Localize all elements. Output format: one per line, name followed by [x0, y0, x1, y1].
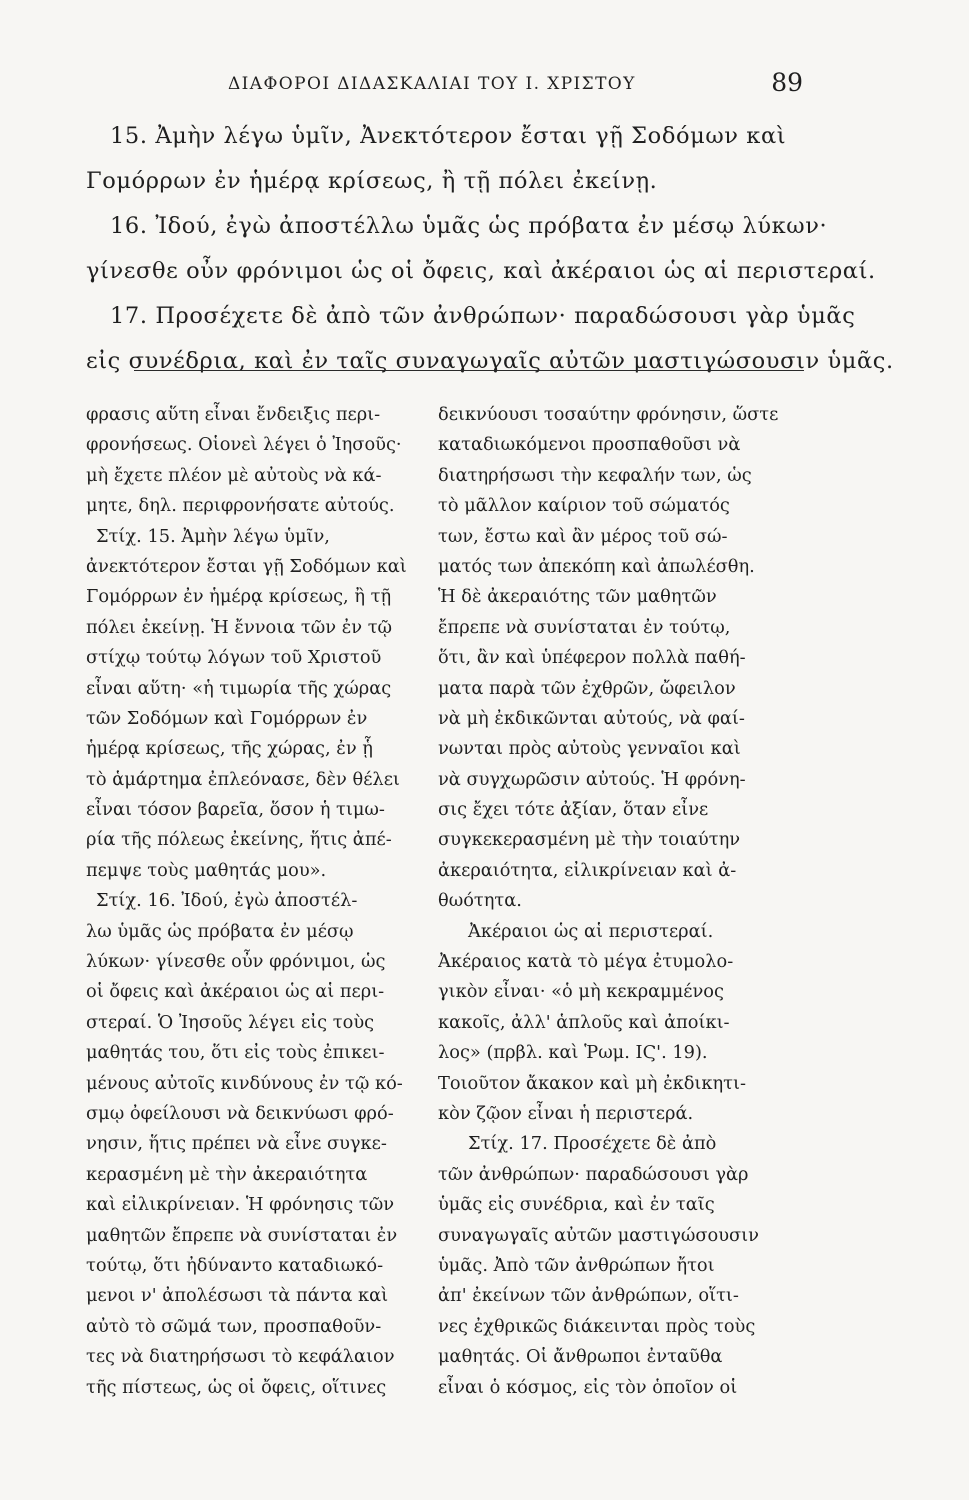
commentary-line: φρονήσεως. Οἱονεὶ λέγει ὁ Ἰησοῦς· [86, 434, 402, 456]
commentary-line: πόλει ἐκείνῃ. Ἡ ἔννοια τῶν ἐν τῷ [86, 616, 393, 638]
scripture-line: εἰς συνέδρια, καὶ ἐν ταῖς συναγωγαῖς αὐτῶν μαστιγώσουσιν ὑμᾶς. [86, 348, 894, 374]
commentary-line: Στίχ. 15. Ἀμὴν λέγω ὑμῖν, [96, 525, 330, 547]
commentary-line: κερασμένη μὲ τὴν ἀκεραιότητα [86, 1163, 368, 1185]
commentary-line: συναγωγαῖς αὐτῶν μαστιγώσουσιν [438, 1224, 759, 1246]
commentary-line: τούτῳ, ὅτι ἠδύναντο καταδιωκό- [86, 1254, 384, 1276]
scripture-line: 16. Ἰδού, ἐγὼ ἀποστέλλω ὑμᾶς ὡς πρόβατα ἐν μέσῳ λύκων· [110, 213, 828, 239]
commentary-line: μαθητάς. Οἱ ἄνθρωποι ἐνταῦθα [438, 1346, 723, 1368]
running-head [0, 68, 969, 102]
commentary-line: μενοι ν' ἀπολέσωσι τὰ πάντα καὶ [86, 1285, 389, 1307]
commentary-line: ὑμᾶς εἰς συνέδρια, καὶ ἐν ταῖς [438, 1194, 715, 1216]
commentary-line: σις ἔχει τότε ἀξίαν, ὅταν εἶνε [438, 799, 709, 821]
commentary-line: νὰ συγχωρῶσιν αὐτούς. Ἡ φρόνη- [438, 768, 746, 790]
commentary-line: νησιν, ἥτις πρέπει νὰ εἶνε συγκε- [86, 1133, 387, 1155]
commentary-line: αὐτὸ τὸ σῶμά των, προσπαθοῦν- [86, 1315, 382, 1337]
scripture-line: 15. Ἀμὴν λέγω ὑμῖν, Ἀνεκτότερον ἔσται γῇ Σοδόμων καὶ [110, 123, 787, 149]
section-divider [134, 370, 804, 371]
commentary-line: ὅτι, ἂν καὶ ὑπέφερον πολλὰ παθή- [438, 647, 746, 669]
commentary-line: τὸ μᾶλλον καίριον τοῦ σώματός [438, 495, 730, 517]
commentary-line: Γομόρρων ἐν ἡμέρᾳ κρίσεως, ἢ τῇ [86, 586, 392, 608]
commentary-line: Στίχ. 16. Ἰδού, ἐγὼ ἀποστέλ- [96, 890, 358, 912]
commentary-line: στεραί. Ὁ Ἰησοῦς λέγει εἰς τοὺς [86, 1011, 375, 1033]
commentary-line: των, ἔστω καὶ ἂν μέρος τοῦ σώ- [438, 525, 728, 547]
commentary-line: λος» (πρβλ. καὶ Ῥωμ. ΙϚ'. 19). [438, 1042, 708, 1064]
commentary-line: τὸ ἁμάρτημα ἐπλεόνασε, δὲν θέλει [86, 768, 400, 790]
commentary-line: ρία τῆς πόλεως ἐκείνης, ἥτις ἀπέ- [86, 829, 392, 851]
commentary-line: Ἡ δὲ ἀκεραιότης τῶν μαθητῶν [438, 586, 717, 608]
commentary-line: γικὸν εἶναι· «ὁ μὴ κεκραμμένος [438, 981, 724, 1003]
commentary-line: Στίχ. 17. Προσέχετε δὲ ἀπὸ [468, 1133, 717, 1155]
commentary-line: τῆς πίστεως, ὡς οἱ ὄφεις, οἵτινες [86, 1376, 387, 1398]
running-title: ΔΙΑΦΟΡΟΙ ΔΙΔΑΣΚΑΛΙΑΙ ΤΟΥ Ι. ΧΡΙΣΤΟΥ [228, 74, 636, 94]
commentary-line: κακοῖς, ἀλλ' ἁπλοῦς καὶ ἀποίκι- [438, 1011, 730, 1033]
commentary-line: ματα παρὰ τῶν ἐχθρῶν, ὤφειλον [438, 677, 736, 699]
commentary-line: στίχῳ τούτῳ λόγων τοῦ Χριστοῦ [86, 647, 382, 669]
commentary-line: διατηρήσωσι τὴν κεφαλήν των, ὡς [438, 464, 752, 486]
commentary-line: τῶν Σοδόμων καὶ Γομόρρων ἐν [86, 707, 368, 729]
commentary-line: ἀνεκτότερον ἔσται γῇ Σοδόμων καὶ [86, 555, 407, 577]
commentary-line: καταδιωκόμενοι προσπαθοῦσι νὰ [438, 434, 741, 456]
commentary-left-column [86, 400, 456, 1403]
commentary-line: σμῳ ὀφείλουσι νὰ δεικνύωσι φρό- [86, 1102, 394, 1124]
commentary-line: ἀκεραιότητα, εἰλικρίνειαν καὶ ἀ- [438, 859, 737, 881]
commentary-line: λω ὑμᾶς ὡς πρόβατα ἐν μέσῳ [86, 920, 354, 942]
commentary-line: συγκεκερασμένη μὲ τὴν τοιαύτην [438, 829, 741, 851]
commentary-line: κὸν ζῷον εἶναι ἡ περιστερά. [438, 1102, 694, 1124]
commentary-line: εἶναι αὕτη· «ἡ τιμωρία τῆς χώρας [86, 677, 392, 699]
commentary-line: οἱ ὄφεις καὶ ἀκέραιοι ὡς αἱ περι- [86, 981, 385, 1003]
commentary-line: εἶναι ὁ κόσμος, εἰς τὸν ὁποῖον οἱ [438, 1376, 738, 1398]
commentary-line: μαθητῶν ἔπρεπε νὰ συνίσταται ἐν [86, 1224, 398, 1246]
commentary-line: ἡμέρᾳ κρίσεως, τῆς χώρας, ἐν ᾗ [86, 738, 373, 760]
commentary-line: μητε, δηλ. περιφρονήσατε αὐτούς. [86, 495, 395, 517]
commentary-line: μένους αὐτοῖς κινδύνους ἐν τῷ κό- [86, 1072, 403, 1094]
commentary-right-column [438, 400, 808, 1403]
commentary-line: δεικνύουσι τοσαύτην φρόνησιν, ὥστε [438, 404, 779, 425]
commentary-line: ἀπ' ἐκείνων τῶν ἀνθρώπων, οἵτι- [438, 1285, 739, 1307]
scripture-line: Γομόρρων ἐν ἡμέρᾳ κρίσεως, ἢ τῇ πόλει ἐκείνῃ. [86, 168, 658, 194]
commentary-line: Ἀκέραιοι ὡς αἱ περιστεραί. [468, 920, 714, 942]
page-number: 89 [771, 68, 803, 97]
scripture-text [86, 114, 894, 384]
scripture-line: γίνεσθε οὖν φρόνιμοι ὡς οἱ ὄφεις, καὶ ἀκέραιοι ὡς αἱ περιστεραί. [86, 258, 876, 284]
commentary-line: ματός των ἀπεκόπη καὶ ἀπωλέσθη. [438, 555, 755, 577]
commentary-line: ὑμᾶς. Ἀπὸ τῶν ἀνθρώπων ἤτοι [438, 1254, 715, 1276]
commentary-line: φρασις αὕτη εἶναι ἔνδειξις περι- [86, 404, 381, 425]
commentary-line: τες νὰ διατηρήσωσι τὸ κεφάλαιον [86, 1346, 395, 1368]
commentary-line: θωότητα. [438, 890, 522, 912]
commentary-line: καὶ εἰλικρίνειαν. Ἡ φρόνησις τῶν [86, 1194, 395, 1216]
commentary-line: μαθητάς του, ὅτι εἰς τοὺς ἐπικει- [86, 1042, 385, 1064]
commentary-line: Τοιοῦτον ἄκακον καὶ μὴ ἐκδικητι- [438, 1072, 746, 1094]
commentary-line: λύκων· γίνεσθε οὖν φρόνιμοι, ὡς [86, 951, 386, 973]
commentary-line: νες ἐχθρικῶς διάκεινται πρὸς τοὺς [438, 1315, 756, 1337]
commentary-line: ἔπρεπε νὰ συνίσταται ἐν τούτῳ, [438, 616, 731, 638]
commentary-line: πεμψε τοὺς μαθητάς μου». [86, 859, 327, 881]
commentary-line: νωνται πρὸς αὐτοὺς γενναῖοι καὶ [438, 738, 741, 760]
scripture-line: 17. Προσέχετε δὲ ἀπὸ τῶν ἀνθρώπων· παραδώσουσι γὰρ ὑμᾶς [110, 303, 856, 329]
commentary-line: εἶναι τόσον βαρεῖα, ὅσον ἡ τιμω- [86, 799, 385, 821]
commentary-line: νὰ μὴ ἐκδικῶνται αὐτούς, νὰ φαί- [438, 707, 745, 729]
commentary-line: Ἀκέραιος κατὰ τὸ μέγα ἐτυμολο- [438, 951, 734, 973]
commentary-line: τῶν ἀνθρώπων· παραδώσουσι γὰρ [438, 1163, 749, 1185]
commentary-line: μὴ ἔχετε πλέον μὲ αὐτοὺς νὰ κά- [86, 464, 382, 486]
